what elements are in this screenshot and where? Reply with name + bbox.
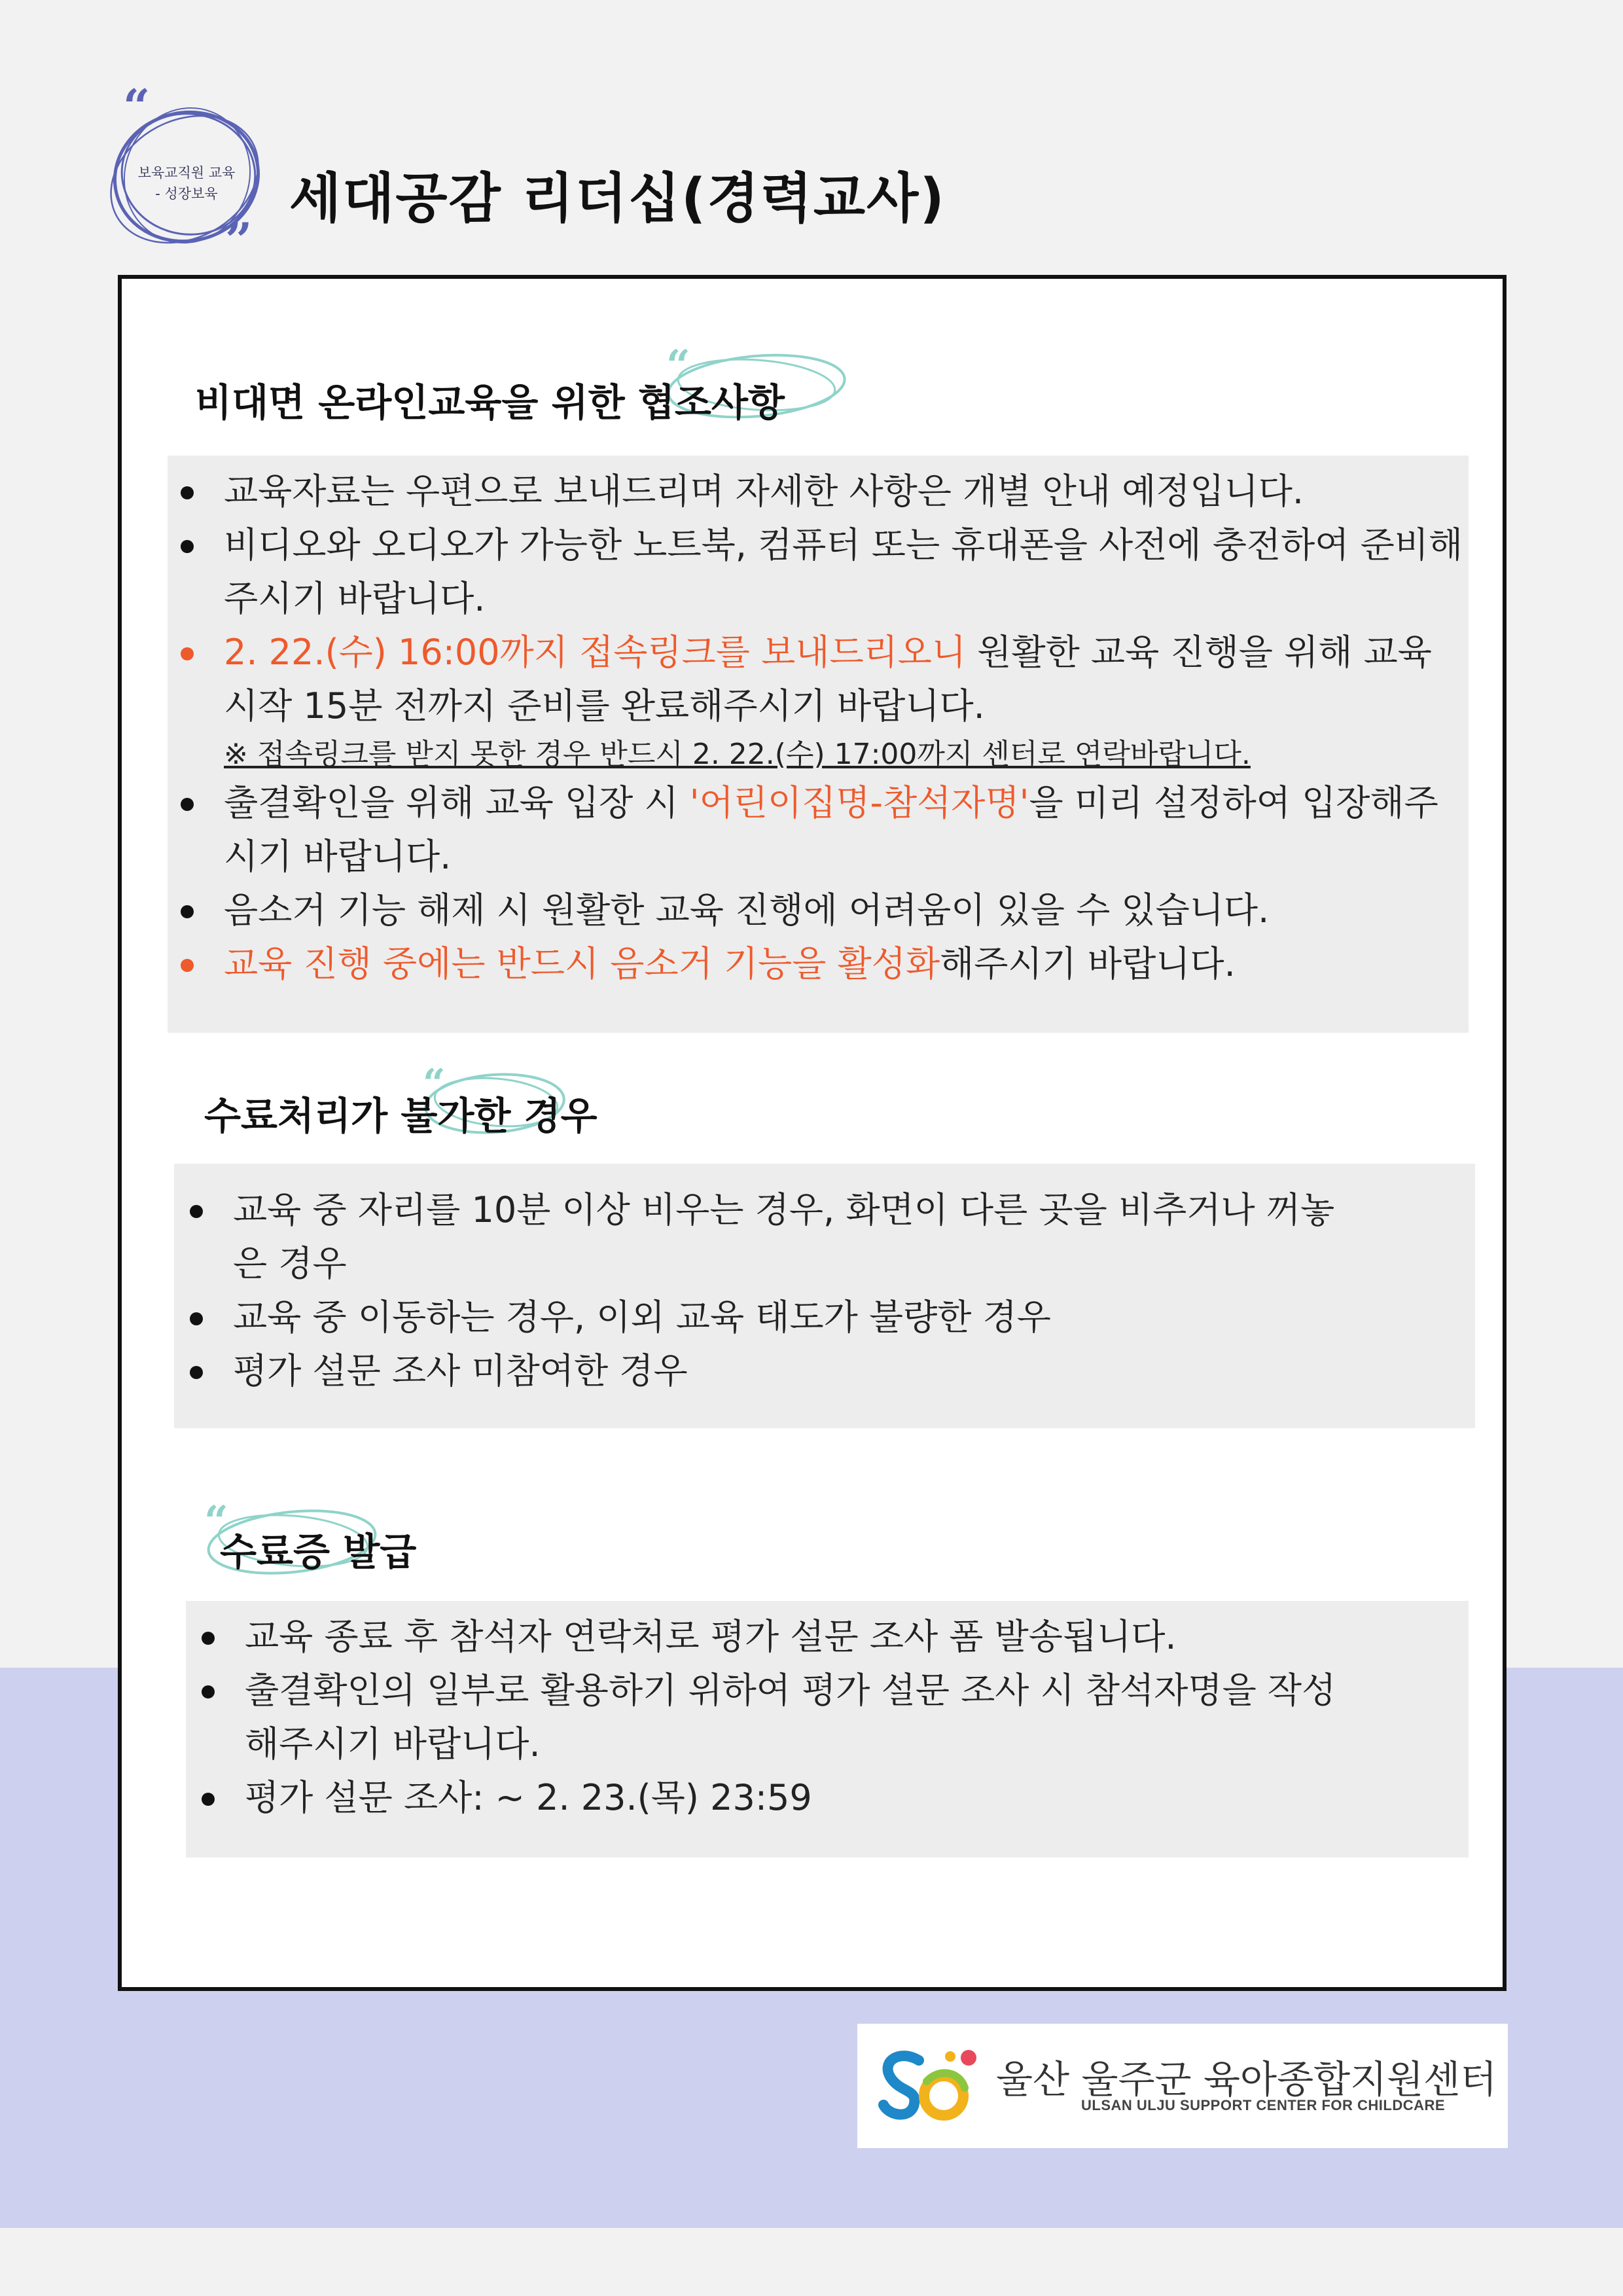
org-logo-icon: [873, 2042, 978, 2127]
list-item: 교육 진행 중에는 반드시 음소거 기능을 활성화해주시기 바랍니다.: [168, 937, 1463, 991]
list-item: 교육 중 자리를 10분 이상 비우는 경우, 화면이 다른 곳을 비추거나 꺼놓은 경우: [177, 1183, 1342, 1291]
section1-title: 비대면 온라인교육을 위한 협조사항: [195, 380, 785, 425]
content-card: [118, 275, 1507, 1991]
badge-logo: [98, 85, 275, 255]
list-item: 출결확인의 일부로 활용하기 위하여 평가 설문 조사 시 참석자명을 작성해주시기 바랍니다.: [188, 1664, 1366, 1771]
list-item: 음소거 기능 해제 시 원활한 교육 진행에 어려움이 있을 수 있습니다.: [168, 884, 1463, 937]
svg-text:“: “: [123, 85, 151, 134]
svg-text:”: ”: [225, 212, 253, 255]
section1-box: [168, 456, 1469, 1033]
section2-list: [177, 1183, 1342, 1398]
org-subtitle: ULSAN ULJU SUPPORT CENTER FOR CHILDCARE: [1081, 2097, 1446, 2113]
list-item: 2. 22.(수) 16:00까지 접속링크를 보내드리오니 원활한 교육 진행을 위해 교육시작 15분 전까지 준비를 완료해주시기 바랍니다. ※ 접속링크를 받지 못한 경우 반드시 2. 22.(수) 17:00까지 센터로 연락바랍니다.: [168, 626, 1463, 776]
badge-line1: 보육교직원 교육: [137, 165, 236, 181]
section2-title: 수료처리가 불가한 경우: [204, 1094, 597, 1138]
section3-list: [188, 1610, 1366, 1825]
list-item: 교육 중 이동하는 경우, 이외 교육 태도가 불량한 경우: [177, 1291, 1342, 1344]
svg-text:“: “: [423, 1061, 446, 1107]
page-title: 세대공감 리더십(경력교사): [289, 168, 946, 230]
list-item: 평가 설문 조사: ~ 2. 23.(목) 23:59: [188, 1771, 1366, 1825]
list-item: 비디오와 오디오가 가능한 노트북, 컴퓨터 또는 휴대폰을 사전에 충전하여 준비해주시기 바랍니다.: [168, 518, 1463, 626]
svg-text:“: “: [204, 1497, 228, 1546]
list-item: 교육 종료 후 참석자 연락처로 평가 설문 조사 폼 발송됩니다.: [188, 1610, 1366, 1664]
org-name: 울산 울주군 육아종합지원센터: [996, 2057, 1497, 2102]
svg-text:“: “: [666, 341, 690, 390]
note-text: ※ 접속링크를 받지 못한 경우 반드시 2. 22.(수) 17:00까지 센터로 연락바랍니다.: [224, 738, 1251, 771]
org-logo: [857, 2024, 1508, 2148]
list-item: 평가 설문 조사 미참여한 경우: [177, 1344, 1342, 1398]
section1-list: [168, 465, 1463, 991]
section3-box: [186, 1601, 1469, 1857]
section2-box: [174, 1164, 1475, 1428]
list-item: 출결확인을 위해 교육 입장 시 '어린이집명-참석자명'을 미리 설정하여 입장해주시기 바랍니다.: [168, 776, 1463, 884]
list-item: 교육자료는 우편으로 보내드리며 자세한 사항은 개별 안내 예정입니다.: [168, 465, 1463, 518]
badge-line2: - 성장보육: [155, 186, 218, 202]
section3-title: 수료증 발급: [220, 1530, 417, 1574]
